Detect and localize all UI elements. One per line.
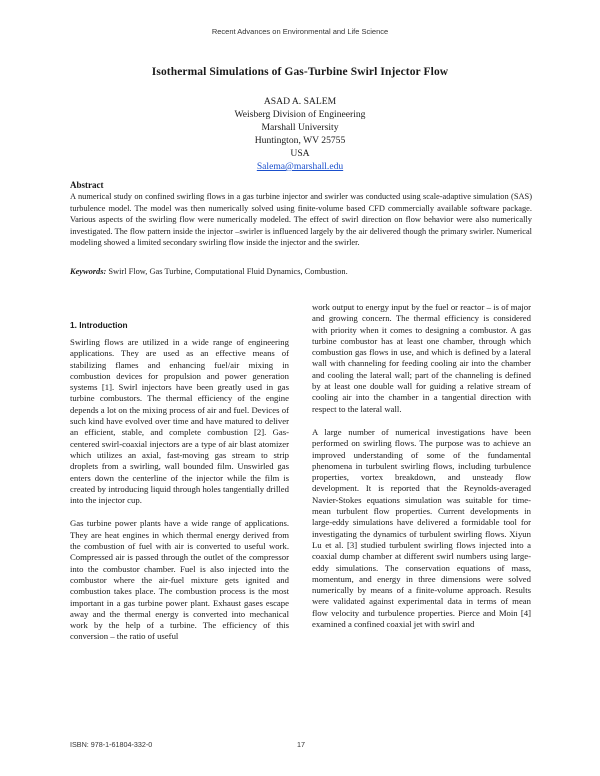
section-heading-introduction: 1. Introduction [70, 320, 128, 330]
author-department: Weisberg Division of Engineering [234, 109, 366, 120]
right-column [312, 302, 531, 642]
body-paragraph: work output to energy input by the fuel or reactor – is of major and growing concern. The thermal efficiency is considered with priority when it comes to designing a combustor. A gas turbine combustor has at least one chamber, through which combustion gas flows in use, and which is defined by a lateral wall with channeling for feeding cooling air into the chamber and cooling the lateral wall; part of the channeling is defined by at least one double wall for guiding a relative stream of cooling air into the chamber in a tangential direction with respect to the lateral wall. [312, 302, 531, 414]
keywords-label: Keywords: [70, 267, 107, 276]
abstract-heading: Abstract [70, 180, 104, 190]
keywords [70, 267, 532, 276]
author-university: Marshall University [261, 122, 339, 133]
running-header: Recent Advances on Environmental and Life Science [211, 27, 389, 36]
keywords-text: Swirl Flow, Gas Turbine, Computational Fluid Dynamics, Combustion. [106, 267, 348, 276]
author-city: Huntington, WV 25755 [254, 135, 346, 146]
body-paragraph: A large number of numerical investigations have been performed on swirling flows. The purpose was to achieve an improved understanding of some of the fundamental phenomena in turbulent swirling flows, including turbulence properties, vortex breakdown, and unsteady flow development. It is reported that the Reynolds-averaged Navier-Stokes equations simulation was suitable for time-mean turbulent flow properties. Current developments in large-eddy simulations have delivered a formidable tool for investigating the dynamics of turbulent swirling flows. Xiyun Lu et al. [3] studied turbulent swirling flows injected into a coaxial dump chamber at different swirl numbers using large-eddy simulations. The conservation equations of mass, momentum, and energy in three dimensions were solved numerically by means of a finite-volume approach. Results were validated against experimental data in terms of mean flow velocity and turbulence properties. Pierce and Moin [4] examined a confined coaxial jet with swirl and [312, 426, 531, 630]
body-paragraph: Gas turbine power plants have a wide range of applications. They are heat engines in which thermal energy derived from the combustion of fuel with air is converted to useful work. Compressed air is passed through the outlet of the compressor into the combustor chamber. Fuel is also injected into the combustor where the air-fuel mixture gets ignited and combustion takes place. The combustion process is the most important in a gas turbine power plant. Exhaust gases escape away and the thermal energy is converted into mechanical work by the help of a turbine. The efficiency of this conversion – the ratio of useful [70, 518, 289, 642]
left-column [70, 320, 289, 655]
author-name: ASAD A. SALEM [263, 96, 337, 107]
footer-isbn: ISBN: 978-1-61804-332-0 [70, 740, 153, 749]
author-block [0, 95, 600, 173]
author-country: USA [290, 148, 310, 159]
footer-page-number: 17 [297, 740, 305, 749]
abstract-text: A numerical study on confined swirling flows in a gas turbine injector and swirler was conducted using scale-adaptive simulation (SAS) turbulence model. The model was then numerically solved using finite-volume based CFD commercially available software package. Various aspects of the swirling flow were numerically modeled. The effect of swirl direction on flow behavior were also numerically investigated. The flow pattern inside the injector –swirler is influenced largely by the air delivered though the primary swirler. Numerical modeling showed a limited secondary swirling flow inside the injector and the swirler. [70, 192, 532, 247]
author-email-link[interactable]: Salema@marshall.edu [256, 161, 344, 172]
body-paragraph: Swirling flows are utilized in a wide range of engineering applications. They are used as an effective means of stabilizing flames and enhancing fuel/air mixing in combustion devices for propulsion and power generation systems [1]. Swirl injectors have been greatly used in gas turbine combustors. The thermal efficiency of the engine depends a lot on the mixing process of air and fuel. Devices of such kind have evolved over time and have matured to deliver an efficient, stable, and complete combustion [2]. Gas-centered swirl-coaxial injectors are a type of air blast atomizer which utilizes an axial, fast-moving gas stream to strip droplets from a swirling, wall bounded film. Unswirled gas enters down the centerline of the injector while the film is created by introducing liquid through holes tangentially drilled into the injector cup. [70, 337, 289, 506]
paper-title: Isothermal Simulations of Gas-Turbine Swirl Injector Flow [151, 66, 449, 78]
